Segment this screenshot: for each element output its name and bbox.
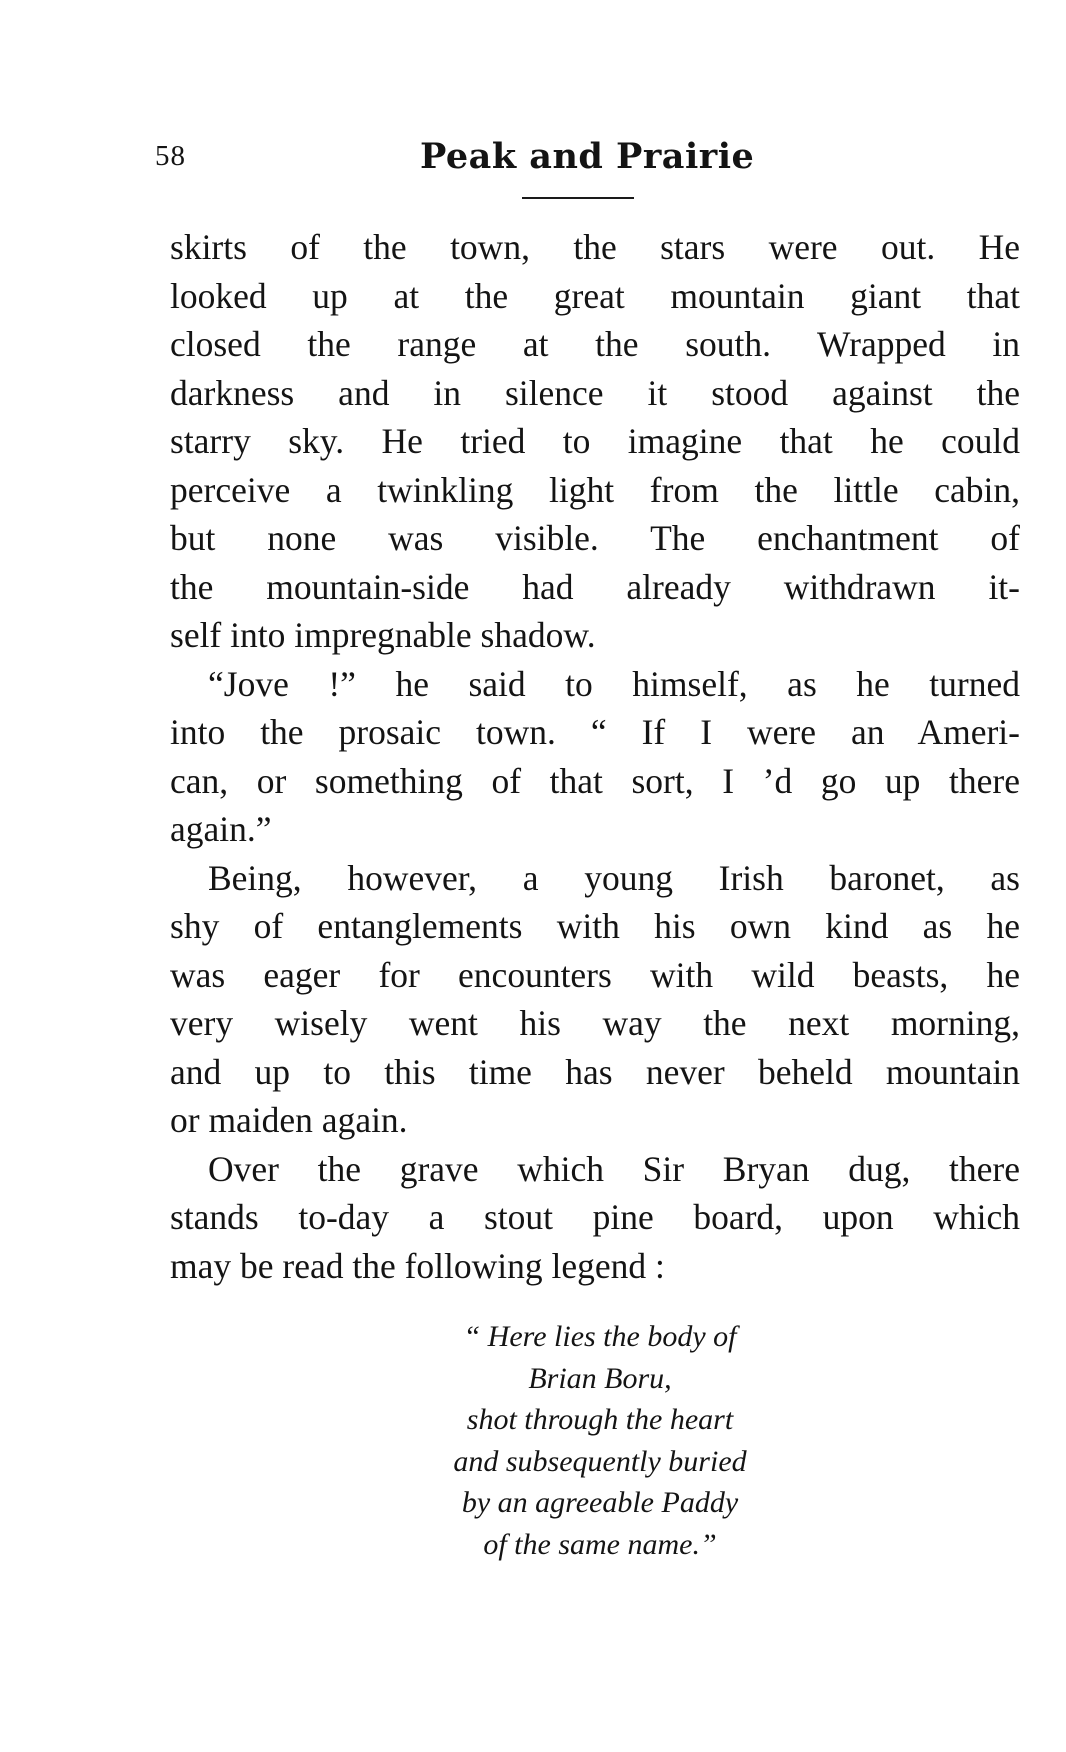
text-line: darkness and in silence it stood against the — [170, 372, 1020, 413]
text-line: looked up at the great mountain giant that — [170, 275, 1020, 316]
epitaph-line: shot through the heart — [466, 1403, 734, 1436]
body-text — [170, 223, 1020, 1290]
text-line: self into impregnable shadow. — [170, 615, 596, 655]
epitaph-line: Brian Boru, — [528, 1361, 672, 1395]
epitaph-inscription — [390, 1316, 810, 1565]
epitaph-line: and subsequently buried — [453, 1444, 747, 1478]
text-line: can, or something of that sort, I ’d go up there — [170, 760, 1020, 801]
text-line: very wisely went his way the next morning, — [170, 1003, 1020, 1043]
text-line: shy of entanglements with his own kind as he — [170, 906, 1020, 946]
text-line: skirts of the town, the stars were out. He — [170, 227, 1020, 267]
page-number: 58 — [155, 140, 186, 172]
text-line: but none was visible. The enchantment of — [170, 518, 1020, 558]
running-title: Peak and Prairie — [420, 136, 755, 177]
header-rule-divider — [522, 197, 634, 199]
text-line: closed the range at the south. Wrapped in — [170, 324, 1020, 364]
epitaph-line: of the same name.” — [483, 1527, 717, 1561]
text-line: the mountain-side had already withdrawn it- — [170, 566, 1020, 607]
text-line: perceive a twinkling light from the little cabin, — [170, 469, 1020, 510]
text-line: Being, however, a young Irish baronet, as — [208, 857, 1020, 898]
text-line: stands to-day a stout pine board, upon which — [170, 1197, 1020, 1237]
text-line: was eager for encounters with wild beasts, he — [170, 954, 1020, 995]
text-line: again.” — [170, 809, 272, 849]
text-line: into the prosaic town. “ If I were an Ameri- — [170, 712, 1020, 752]
epitaph-line: “ Here lies the body of — [463, 1320, 737, 1353]
text-line: “Jove !” he said to himself, as he turned — [208, 663, 1020, 704]
text-line: or maiden again. — [170, 1100, 408, 1140]
text-line: Over the grave which Sir Bryan dug, there — [208, 1148, 1020, 1189]
text-line: starry sky. He tried to imagine that he could — [170, 421, 1020, 461]
epitaph-line: by an agreeable Paddy — [461, 1486, 739, 1519]
text-line: and up to this time has never beheld mountain — [170, 1051, 1020, 1092]
text-line: may be read the following legend : — [170, 1245, 665, 1286]
